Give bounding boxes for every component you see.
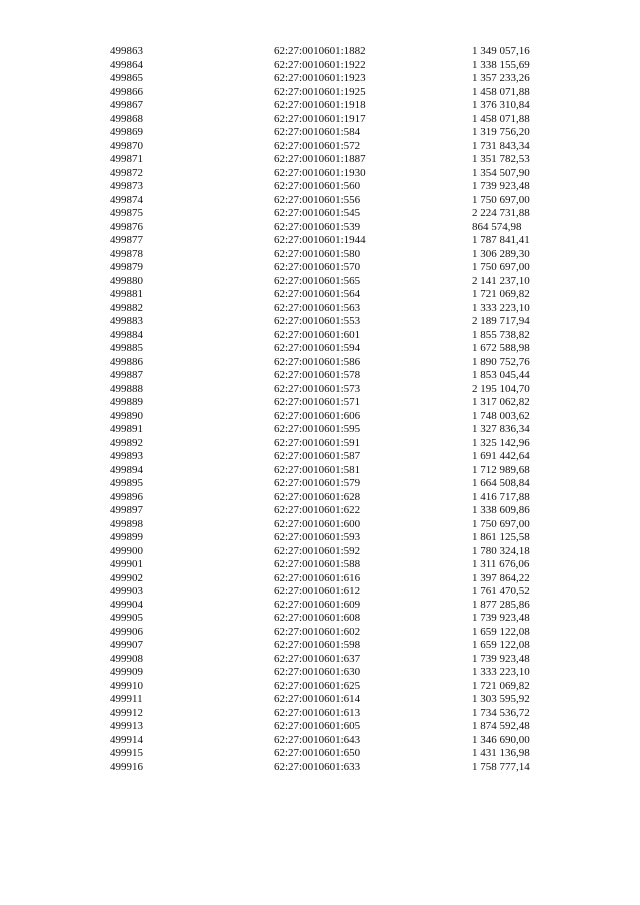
table-row <box>110 761 550 775</box>
row-number-cell: 499872 <box>110 166 143 179</box>
cadastral-value-cell: 1 739 923,48 <box>472 652 530 665</box>
table-row <box>110 153 550 167</box>
cadastral-value-cell: 1 327 836,34 <box>472 423 530 435</box>
row-number-cell: 499864 <box>110 58 143 71</box>
row-number-cell: 499915 <box>110 747 143 759</box>
cadastral-number-cell: 62:27:0010601:1922 <box>274 58 366 71</box>
table-row <box>110 369 550 383</box>
cadastral-number-cell: 62:27:0010601:637 <box>274 652 361 665</box>
cadastral-value-cell: 1 861 125,58 <box>472 531 530 543</box>
table-row <box>110 45 550 59</box>
row-number-cell: 499897 <box>110 504 143 516</box>
cadastral-number-cell: 62:27:0010601:606 <box>274 409 361 422</box>
row-number-cell: 499879 <box>110 261 143 273</box>
cadastral-value-cell: 2 224 731,88 <box>472 207 530 219</box>
cadastral-value-cell: 1 712 989,68 <box>472 463 530 476</box>
table-row <box>110 558 550 572</box>
cadastral-value-cell: 1 325 142,96 <box>472 436 530 449</box>
cadastral-number-cell: 62:27:0010601:609 <box>274 598 361 611</box>
cadastral-number-cell: 62:27:0010601:600 <box>274 517 361 530</box>
row-number-cell: 499902 <box>110 571 143 584</box>
cadastral-value-cell: 1 855 738,82 <box>472 328 530 341</box>
row-number-cell: 499886 <box>110 355 143 368</box>
cadastral-value-cell: 1 458 071,88 <box>472 112 530 125</box>
table-row <box>110 126 550 140</box>
table-row <box>110 545 550 559</box>
cadastral-value-cell: 1 731 843,34 <box>472 139 530 152</box>
table-row <box>110 585 550 599</box>
cadastral-number-cell: 62:27:0010601:613 <box>274 706 361 719</box>
table-row <box>110 261 550 275</box>
row-number-cell: 499883 <box>110 315 143 327</box>
cadastral-number-cell: 62:27:0010601:1930 <box>274 166 366 179</box>
cadastral-number-cell: 62:27:0010601:565 <box>274 274 361 287</box>
cadastral-value-cell: 1 416 717,88 <box>472 490 530 503</box>
cadastral-value-cell: 1 338 609,86 <box>472 504 530 516</box>
table-row <box>110 356 550 370</box>
cadastral-value-cell: 1 750 697,00 <box>472 193 530 206</box>
row-number-cell: 499892 <box>110 436 143 449</box>
row-number-cell: 499875 <box>110 207 143 219</box>
cadastral-number-cell: 62:27:0010601:593 <box>274 531 361 543</box>
cadastral-number-cell: 62:27:0010601:581 <box>274 463 361 476</box>
row-number-cell: 499880 <box>110 274 143 287</box>
table-row <box>110 302 550 316</box>
cadastral-number-cell: 62:27:0010601:573 <box>274 382 361 395</box>
cadastral-number-cell: 62:27:0010601:1918 <box>274 99 366 111</box>
cadastral-value-cell: 1 664 508,84 <box>472 477 530 489</box>
cadastral-value-cell: 1 761 470,52 <box>472 585 530 597</box>
cadastral-value-cell: 2 141 237,10 <box>472 274 530 287</box>
cadastral-number-cell: 62:27:0010601:584 <box>274 126 361 138</box>
row-number-cell: 499867 <box>110 99 143 111</box>
row-number-cell: 499908 <box>110 652 143 665</box>
table-row <box>110 747 550 761</box>
cadastral-value-cell: 1 874 592,48 <box>472 720 530 732</box>
table-row <box>110 572 550 586</box>
table-row <box>110 383 550 397</box>
row-number-cell: 499911 <box>110 693 143 705</box>
cadastral-value-cell: 1 691 442,64 <box>472 450 530 462</box>
cadastral-value-cell: 1 734 536,72 <box>472 706 530 719</box>
cadastral-number-cell: 62:27:0010601:608 <box>274 612 361 624</box>
table-row <box>110 680 550 694</box>
row-number-cell: 499906 <box>110 625 143 638</box>
cadastral-value-cell: 1 311 676,06 <box>472 558 530 570</box>
table-row <box>110 248 550 262</box>
row-number-cell: 499907 <box>110 639 143 651</box>
row-number-cell: 499889 <box>110 396 143 408</box>
row-number-cell: 499887 <box>110 369 143 381</box>
cadastral-value-cell: 1 748 003,62 <box>472 409 530 422</box>
cadastral-number-cell: 62:27:0010601:563 <box>274 301 361 314</box>
row-number-cell: 499885 <box>110 342 143 354</box>
table-row <box>110 140 550 154</box>
cadastral-number-cell: 62:27:0010601:1882 <box>274 45 366 57</box>
table-row <box>110 194 550 208</box>
row-number-cell: 499916 <box>110 760 143 773</box>
cadastral-value-cell: 1 672 588,98 <box>472 342 530 354</box>
row-number-cell: 499899 <box>110 531 143 543</box>
table-row <box>110 599 550 613</box>
cadastral-value-table <box>110 45 550 774</box>
row-number-cell: 499904 <box>110 598 143 611</box>
cadastral-value-cell: 1 333 223,10 <box>472 666 530 678</box>
cadastral-value-cell: 1 780 324,18 <box>472 544 530 557</box>
row-number-cell: 499884 <box>110 328 143 341</box>
cadastral-value-cell: 1 739 923,48 <box>472 612 530 624</box>
row-number-cell: 499871 <box>110 153 143 165</box>
cadastral-number-cell: 62:27:0010601:570 <box>274 261 361 273</box>
table-row <box>110 464 550 478</box>
cadastral-number-cell: 62:27:0010601:630 <box>274 666 361 678</box>
row-number-cell: 499909 <box>110 666 143 678</box>
cadastral-value-cell: 1 750 697,00 <box>472 517 530 530</box>
cadastral-value-cell: 1 333 223,10 <box>472 301 530 314</box>
cadastral-value-cell: 1 739 923,48 <box>472 180 530 192</box>
cadastral-number-cell: 62:27:0010601:560 <box>274 180 361 192</box>
table-row <box>110 531 550 545</box>
row-number-cell: 499873 <box>110 180 143 192</box>
cadastral-value-cell: 1 787 841,41 <box>472 234 530 246</box>
row-number-cell: 499893 <box>110 450 143 462</box>
row-number-cell: 499901 <box>110 558 143 570</box>
cadastral-number-cell: 62:27:0010601:556 <box>274 193 361 206</box>
table-row <box>110 653 550 667</box>
row-number-cell: 499870 <box>110 139 143 152</box>
row-number-cell: 499914 <box>110 733 143 746</box>
cadastral-value-cell: 1 351 782,53 <box>472 153 530 165</box>
table-row <box>110 626 550 640</box>
cadastral-number-cell: 62:27:0010601:1917 <box>274 112 366 125</box>
cadastral-number-cell: 62:27:0010601:588 <box>274 558 361 570</box>
cadastral-number-cell: 62:27:0010601:650 <box>274 747 361 759</box>
table-row <box>110 59 550 73</box>
table-row <box>110 477 550 491</box>
table-row <box>110 707 550 721</box>
row-number-cell: 499896 <box>110 490 143 503</box>
table-row <box>110 518 550 532</box>
row-number-cell: 499898 <box>110 517 143 530</box>
row-number-cell: 499866 <box>110 85 143 98</box>
table-row <box>110 207 550 221</box>
row-number-cell: 499894 <box>110 463 143 476</box>
cadastral-value-cell: 1 458 071,88 <box>472 85 530 98</box>
cadastral-number-cell: 62:27:0010601:628 <box>274 490 361 503</box>
cadastral-value-cell: 1 758 777,14 <box>472 760 530 773</box>
row-number-cell: 499891 <box>110 423 143 435</box>
cadastral-value-cell: 1 397 864,22 <box>472 571 530 584</box>
cadastral-number-cell: 62:27:0010601:1923 <box>274 72 366 84</box>
table-row <box>110 437 550 451</box>
cadastral-number-cell: 62:27:0010601:578 <box>274 369 361 381</box>
cadastral-value-cell: 1 306 289,30 <box>472 247 530 260</box>
cadastral-value-cell: 1 659 122,08 <box>472 625 530 638</box>
cadastral-number-cell: 62:27:0010601:601 <box>274 328 361 341</box>
table-row <box>110 720 550 734</box>
cadastral-value-cell: 1 431 136,98 <box>472 747 530 759</box>
cadastral-value-cell: 1 354 507,90 <box>472 166 530 179</box>
table-row <box>110 315 550 329</box>
table-row <box>110 612 550 626</box>
cadastral-number-cell: 62:27:0010601:614 <box>274 693 361 705</box>
row-number-cell: 499900 <box>110 544 143 557</box>
cadastral-value-cell: 1 721 069,82 <box>472 679 530 692</box>
table-row <box>110 491 550 505</box>
cadastral-number-cell: 62:27:0010601:1925 <box>274 85 366 98</box>
cadastral-number-cell: 62:27:0010601:587 <box>274 450 361 462</box>
cadastral-number-cell: 62:27:0010601:580 <box>274 247 361 260</box>
cadastral-number-cell: 62:27:0010601:572 <box>274 139 361 152</box>
table-row <box>110 396 550 410</box>
cadastral-number-cell: 62:27:0010601:539 <box>274 220 361 233</box>
cadastral-number-cell: 62:27:0010601:591 <box>274 436 361 449</box>
cadastral-value-cell: 1 890 752,76 <box>472 355 530 368</box>
cadastral-value-cell: 1 346 690,00 <box>472 733 530 746</box>
row-number-cell: 499863 <box>110 45 143 57</box>
cadastral-value-cell: 864 574,98 <box>472 220 522 233</box>
cadastral-value-cell: 1 721 069,82 <box>472 288 530 300</box>
cadastral-number-cell: 62:27:0010601:643 <box>274 733 361 746</box>
cadastral-number-cell: 62:27:0010601:564 <box>274 288 361 300</box>
table-row <box>110 450 550 464</box>
row-number-cell: 499890 <box>110 409 143 422</box>
row-number-cell: 499878 <box>110 247 143 260</box>
row-number-cell: 499877 <box>110 234 143 246</box>
row-number-cell: 499881 <box>110 288 143 300</box>
row-number-cell: 499869 <box>110 126 143 138</box>
cadastral-number-cell: 62:27:0010601:586 <box>274 355 361 368</box>
cadastral-number-cell: 62:27:0010601:625 <box>274 679 361 692</box>
cadastral-value-cell: 1 357 233,26 <box>472 72 530 84</box>
cadastral-number-cell: 62:27:0010601:1944 <box>274 234 366 246</box>
table-row <box>110 666 550 680</box>
cadastral-value-cell: 1 338 155,69 <box>472 58 530 71</box>
cadastral-number-cell: 62:27:0010601:553 <box>274 315 361 327</box>
cadastral-number-cell: 62:27:0010601:622 <box>274 504 361 516</box>
cadastral-number-cell: 62:27:0010601:571 <box>274 396 361 408</box>
cadastral-number-cell: 62:27:0010601:545 <box>274 207 361 219</box>
table-row <box>110 180 550 194</box>
cadastral-number-cell: 62:27:0010601:598 <box>274 639 361 651</box>
table-row <box>110 275 550 289</box>
table-row <box>110 639 550 653</box>
table-row <box>110 734 550 748</box>
table-row <box>110 99 550 113</box>
cadastral-number-cell: 62:27:0010601:1887 <box>274 153 366 165</box>
cadastral-number-cell: 62:27:0010601:633 <box>274 760 361 773</box>
row-number-cell: 499905 <box>110 612 143 624</box>
cadastral-number-cell: 62:27:0010601:605 <box>274 720 361 732</box>
cadastral-value-cell: 1 877 285,86 <box>472 598 530 611</box>
row-number-cell: 499874 <box>110 193 143 206</box>
row-number-cell: 499888 <box>110 382 143 395</box>
row-number-cell: 499912 <box>110 706 143 719</box>
cadastral-number-cell: 62:27:0010601:602 <box>274 625 361 638</box>
cadastral-number-cell: 62:27:0010601:592 <box>274 544 361 557</box>
table-row <box>110 342 550 356</box>
table-row <box>110 423 550 437</box>
cadastral-value-cell: 1 659 122,08 <box>472 639 530 651</box>
row-number-cell: 499895 <box>110 477 143 489</box>
table-row <box>110 693 550 707</box>
row-number-cell: 499913 <box>110 720 143 732</box>
row-number-cell: 499876 <box>110 220 143 233</box>
cadastral-value-cell: 1 376 310,84 <box>472 99 530 111</box>
cadastral-number-cell: 62:27:0010601:579 <box>274 477 361 489</box>
table-row <box>110 234 550 248</box>
table-row <box>110 86 550 100</box>
row-number-cell: 499903 <box>110 585 143 597</box>
cadastral-number-cell: 62:27:0010601:616 <box>274 571 361 584</box>
table-row <box>110 288 550 302</box>
cadastral-value-cell: 1 349 057,16 <box>472 45 530 57</box>
cadastral-value-cell: 1 303 595,92 <box>472 693 530 705</box>
table-row <box>110 221 550 235</box>
cadastral-number-cell: 62:27:0010601:595 <box>274 423 361 435</box>
cadastral-value-cell: 1 750 697,00 <box>472 261 530 273</box>
table-row <box>110 167 550 181</box>
cadastral-value-cell: 1 317 062,82 <box>472 396 530 408</box>
table-row <box>110 329 550 343</box>
row-number-cell: 499865 <box>110 72 143 84</box>
cadastral-value-cell: 2 195 104,70 <box>472 382 530 395</box>
table-row <box>110 113 550 127</box>
cadastral-value-cell: 1 319 756,20 <box>472 126 530 138</box>
row-number-cell: 499882 <box>110 301 143 314</box>
cadastral-value-cell: 1 853 045,44 <box>472 369 530 381</box>
row-number-cell: 499910 <box>110 679 143 692</box>
cadastral-number-cell: 62:27:0010601:594 <box>274 342 361 354</box>
cadastral-value-cell: 2 189 717,94 <box>472 315 530 327</box>
table-row <box>110 72 550 86</box>
cadastral-number-cell: 62:27:0010601:612 <box>274 585 361 597</box>
row-number-cell: 499868 <box>110 112 143 125</box>
table-row <box>110 504 550 518</box>
table-row <box>110 410 550 424</box>
